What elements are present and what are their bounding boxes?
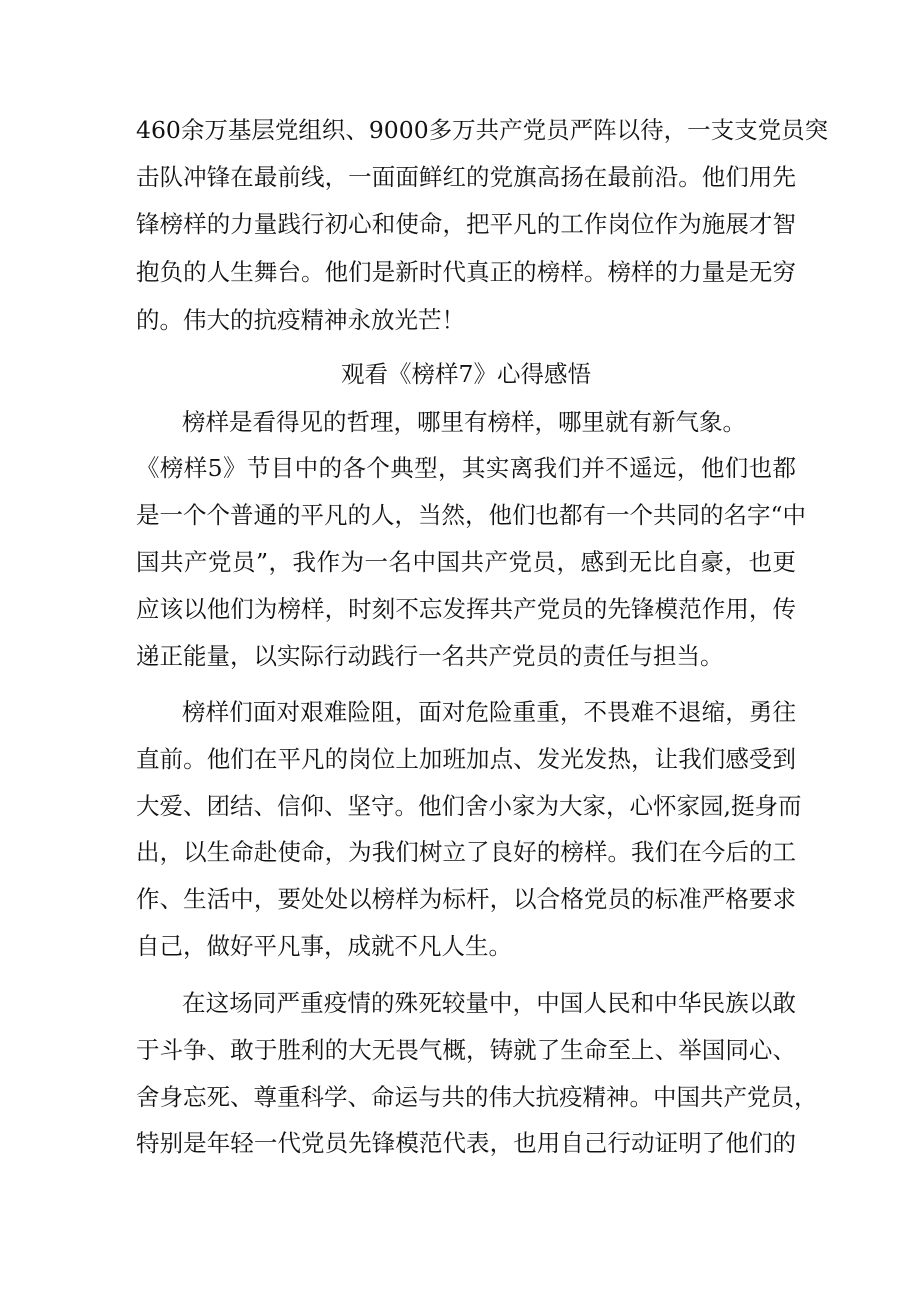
- paragraph-line: 在这场同严重疫情的殊死较量中，中国人民和中华民族以敢: [182, 989, 796, 1017]
- paragraph-line: 抱负的人生舞台。他们是新时代真正的榜样。榜样的力量是无穷: [136, 258, 796, 286]
- paragraph-line: 舍身忘死、尊重科学、命运与共的伟大抗疫精神。中国共产党员，: [136, 1083, 818, 1111]
- paragraph-line: 榜样们面对艰难险阻，面对危险重重，不畏难不退缩，勇往: [182, 698, 796, 726]
- paragraph-line: 460余万基层党组织、9000多万共产党员严阵以待，一支支党员突: [136, 116, 829, 144]
- paragraph-line: 大爱、团结、信仰、坚守。他们舍小家为大家，心怀家园,挺身而: [136, 792, 802, 820]
- paragraph-line: 的。伟大的抗疫精神永放光芒！: [136, 306, 465, 334]
- section-title: 观看《榜样7》心得感悟: [341, 360, 591, 388]
- paragraph-line: 是一个个普通的平凡的人，当然，他们也都有一个共同的名字“中: [136, 501, 807, 529]
- paragraph-line: 榜样是看得见的哲理，哪里有榜样，哪里就有新气象。: [182, 408, 746, 436]
- paragraph-line: 击队冲锋在最前线，一面面鲜红的党旗高扬在最前沿。他们用先: [136, 163, 796, 191]
- paragraph-line: 于斗争、敢于胜利的大无畏气概，铸就了生命至上、举国同心、: [136, 1036, 796, 1064]
- paragraph-line: 国共产党员”，我作为一名中国共产党员，感到无比自豪，也更: [136, 548, 796, 576]
- paragraph-line: 递正能量，以实际行动践行一名共产党员的责任与担当。: [136, 642, 724, 670]
- paragraph-line: 《榜样5》节目中的各个典型，其实离我们并不遥远，他们也都: [136, 454, 796, 482]
- paragraph-line: 锋榜样的力量践行初心和使命，把平凡的工作岗位作为施展才智: [136, 210, 796, 238]
- paragraph-line: 特别是年轻一代党员先锋模范代表，也用自己行动证明了他们的: [136, 1129, 796, 1157]
- paragraph-line: 作、生活中，要处处以榜样为标杆，以合格党员的标准严格要求: [136, 885, 796, 913]
- paragraph-line: 自己，做好平凡事，成就不凡人生。: [136, 932, 512, 960]
- paragraph-line: 应该以他们为榜样，时刻不忘发挥共产党员的先锋模范作用，传: [136, 595, 796, 623]
- paragraph-line: 出，以生命赴使命，为我们树立了良好的榜样。我们在今后的工: [136, 838, 796, 866]
- paragraph-line: 直前。他们在平凡的岗位上加班加点、发光发热，让我们感受到: [136, 745, 796, 773]
